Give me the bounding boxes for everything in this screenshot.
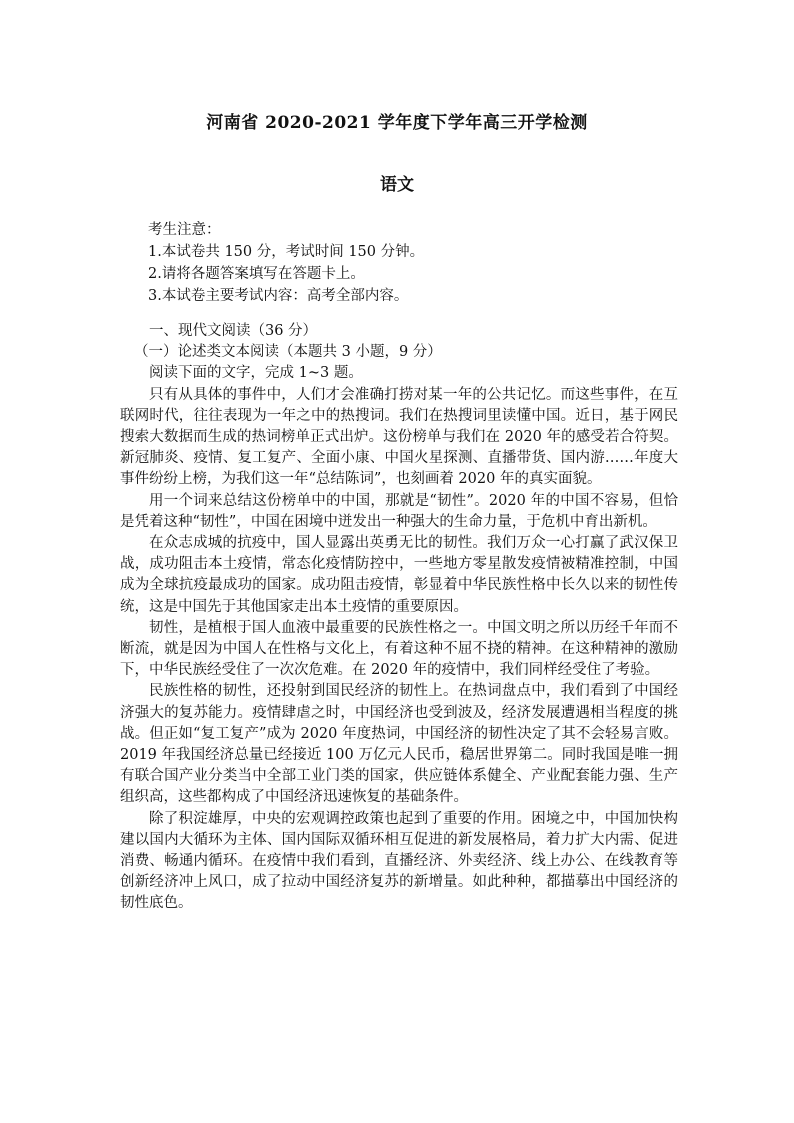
passage-paragraph: 用一个词来总结这份榜单中的中国，那就是“韧性”。2020 年的中国不容易，但恰是凭着这种“韧性”，中国在困境中迸发出一种强大的生命力量，于危机中育出新机。	[120, 492, 678, 530]
subsection-heading: （一）论述类文本阅读（本题共 3 小题，9 分）	[134, 344, 442, 361]
passage-paragraph: 在众志成城的抗疫中，国人显露出英勇无比的韧性。我们万众一心打赢了武汉保卫战，成功阻击本土疫情，常态化疫情防控中，一些地方零星散发疫情被精准控制，中国成为全球抗疫最成功的国家。成功阻击疫情，彰显着中华民族性格中长久以来的韧性传统，这是中国先于其他国家走出本土疫情的重要原因。	[120, 535, 678, 615]
candidate-notice	[148, 219, 424, 307]
passage-paragraph: 民族性格的韧性，还投射到国民经济的韧性上。在热词盘点中，我们看到了中国经济强大的复苏能力。疫情肆虐之时，中国经济也受到波及，经济发展遭遇相当程度的挑战。但正如“复工复产”成为 2020 年度热词，中国经济的韧性决定了其不会轻易言败。2019 年我国经济总量已经接近 100 万亿元人民币，稳居世界第二。同时我国是唯一拥有联合国产业分类当中全部工业门类的国家，供应链体系健全、产业配套能力强、生产组织高，这些都构成了中国经济迅速恢复的基础条件。	[120, 683, 678, 806]
passage-paragraph: 除了积淀雄厚，中央的宏观调控政策也起到了重要的作用。困境之中，中国加快构建以国内大循环为主体、国内国际双循环相互促进的新发展格局，着力扩大内需、促进消费、畅通内循环。在疫情中我们看到，直播经济、外卖经济、线上办公、在线教育等创新经济冲上风口，成了拉动中国经济复苏的新增量。如此种种，都描摹出中国经济的韧性底色。	[120, 810, 678, 912]
instruction-text: 阅读下面的文字，完成 1~3 题。	[149, 365, 363, 382]
page-title: 河南省 2020-2021 学年度下学年高三开学检测	[206, 113, 588, 133]
notice-item: 3.本试卷主要考试内容：高考全部内容。	[148, 288, 409, 304]
passage-paragraph: 韧性，是植根于国人血液中最重要的民族性格之一。中国文明之所以历经千年而不断流，就是因为中国人在性格与文化上，有着这种不屈不挠的精神。在这种精神的激励下，中华民族经受住了一次次危难。在 2020 年的疫情中，我们同样经受住了考验。	[120, 619, 678, 679]
notice-item: 1.本试卷共 150 分，考试时间 150 分钟。	[148, 244, 425, 260]
subject-title: 语文	[380, 175, 414, 195]
passage-paragraph: 只有从具体的事件中，人们才会准确打捞对某一年的公共记忆。而这些事件，在互联网时代，往往表现为一年之中的热搜词。我们在热搜词里读懂中国。近日，基于网民搜索大数据而生成的热词榜单正式出炉。这份榜单与我们在 2020 年的感受若合符契。新冠肺炎、疫情、复工复产、全面小康、中国火星探测、直播带货、国内游……年度大事件纷纷上榜，为我们这一年“总结陈词”，也刻画着 2020 年的真实面貌。	[120, 386, 678, 488]
reading-section	[120, 321, 678, 915]
notice-heading: 考生注意：	[148, 222, 221, 238]
section-heading: 一、现代文阅读（36 分）	[149, 323, 318, 339]
notice-item: 2.请将各题答案填写在答题卡上。	[148, 266, 365, 282]
